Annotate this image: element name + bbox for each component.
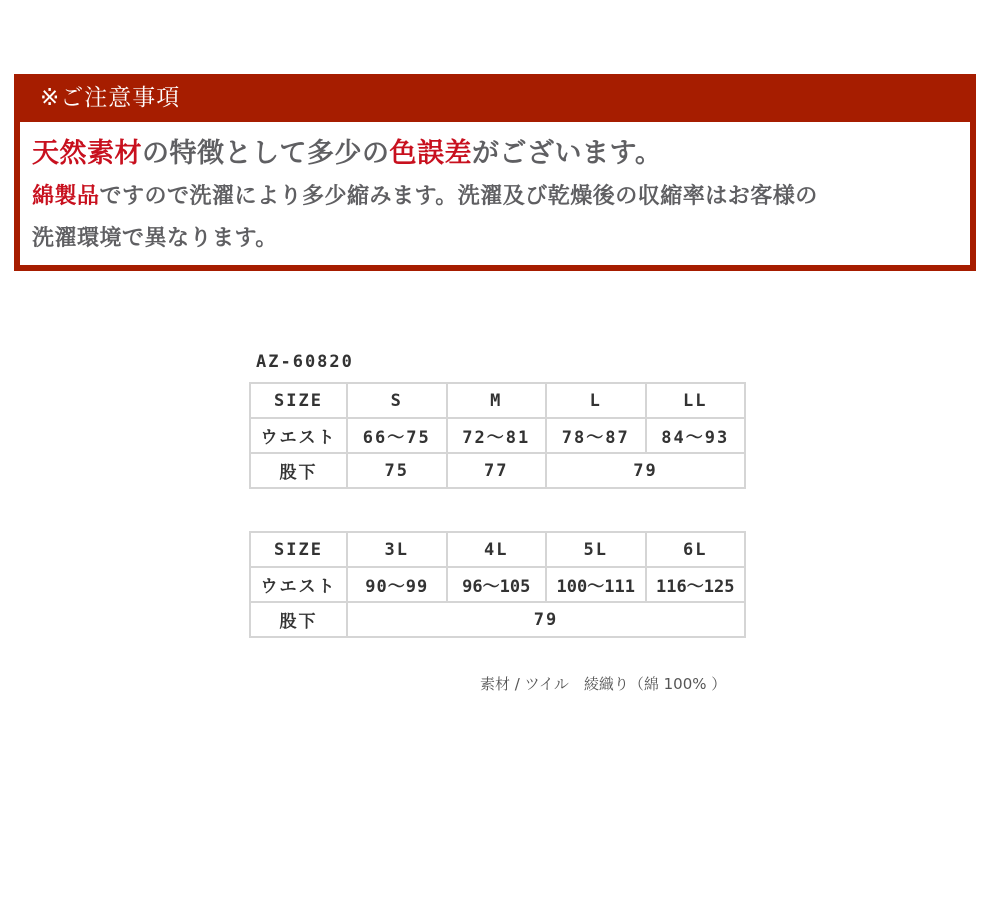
waist-row (250, 418, 745, 453)
model-number: AZ-60820 (256, 352, 354, 372)
notice-body (20, 122, 970, 265)
size-label: SIZE (250, 532, 347, 567)
waist-row (250, 567, 745, 602)
notice-line-2 (32, 176, 970, 218)
notice-line-1 (32, 132, 970, 176)
size-table-1 (249, 382, 746, 489)
notice-emphasis: 綿製品 (32, 184, 100, 209)
waist-cell: 72～81 (447, 418, 547, 453)
size-cell: M (447, 383, 547, 418)
inseam-cell: 79 (546, 453, 745, 488)
waist-cell: 84～93 (646, 418, 746, 453)
size-table-2 (249, 531, 746, 638)
inseam-cell: 79 (347, 602, 745, 637)
size-cell: 5L (546, 532, 646, 567)
material-caption: 素材 / ツイル 綾織り（綿 100% ） (480, 675, 727, 693)
notice-line-3: 洗濯環境で異なります。 (32, 226, 278, 251)
notice-text: がございます。 (472, 138, 663, 169)
waist-cell: 78～87 (546, 418, 646, 453)
size-cell: LL (646, 383, 746, 418)
waist-label: ウエスト (250, 418, 347, 453)
waist-label: ウエスト (250, 567, 347, 602)
inseam-cell: 75 (347, 453, 447, 488)
waist-cell: 66～75 (347, 418, 447, 453)
notice-text: の特徴として多少の (142, 138, 390, 169)
size-cell: 3L (347, 532, 447, 567)
size-cell: 4L (447, 532, 547, 567)
inseam-label: 股下 (250, 453, 347, 488)
notice-emphasis: 天然素材 (32, 138, 142, 169)
size-row (250, 383, 745, 418)
size-cell: 6L (646, 532, 746, 567)
waist-cell: 116～125 (646, 567, 746, 602)
size-row (250, 532, 745, 567)
size-cell: S (347, 383, 447, 418)
inseam-label: 股下 (250, 602, 347, 637)
notice-emphasis: 色誤差 (389, 138, 472, 169)
waist-cell: 96～105 (447, 567, 547, 602)
waist-cell: 100～111 (546, 567, 646, 602)
inseam-row (250, 453, 745, 488)
inseam-cell: 77 (447, 453, 547, 488)
waist-cell: 90～99 (347, 567, 447, 602)
notice-box (14, 74, 976, 271)
notice-header: ※ご注意事項 (40, 85, 181, 111)
size-cell: L (546, 383, 646, 418)
size-label: SIZE (250, 383, 347, 418)
inseam-row (250, 602, 745, 637)
notice-text: ですので洗濯により多少縮みます。洗濯及び乾燥後の収縮率はお客様の (99, 184, 818, 209)
